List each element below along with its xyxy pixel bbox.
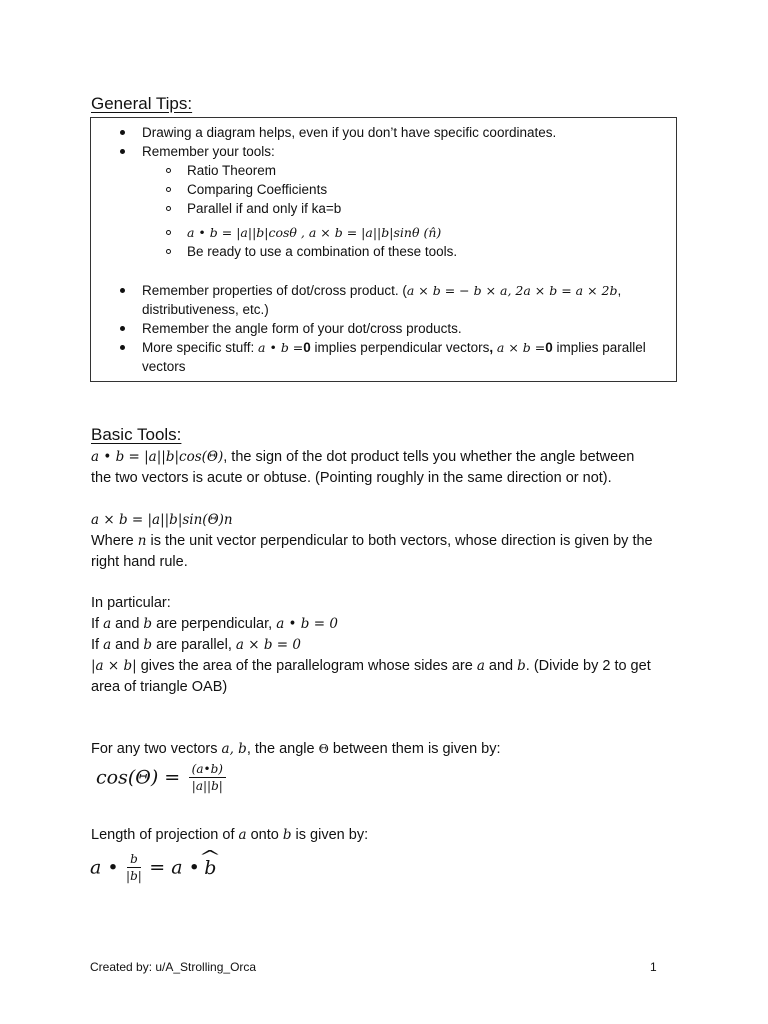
area-rule — [91, 656, 651, 677]
tip-specific-zero: 0 — [303, 340, 311, 355]
tool-combination: Be ready to use a combination of these tools. — [187, 244, 458, 259]
perp-formula: a • b = 0 — [276, 616, 338, 632]
tip-properties — [142, 281, 621, 300]
angle-text3: between them is given by: — [328, 741, 501, 757]
sub-bullet-circle — [166, 230, 171, 235]
par-desc: are parallel, — [152, 637, 236, 653]
sub-bullet-circle — [166, 249, 171, 254]
var-b: b — [282, 827, 292, 843]
dot-product-formula: a • b = |a||b|cos(Θ) — [91, 449, 224, 465]
var-a: a — [476, 658, 485, 674]
proj-text2: is given by: — [291, 827, 369, 843]
general-tips-heading: General Tips: — [91, 94, 193, 113]
basic-tools-heading: Basic Tools: — [91, 425, 182, 444]
par-and: and — [111, 637, 144, 653]
area-formula: |a × b| — [91, 658, 137, 674]
cos-lhs: cos(Θ) = — [96, 766, 181, 789]
unit-vector-n: n — [137, 533, 147, 549]
sub-bullet-circle — [166, 187, 171, 192]
proj-text: Length of projection of — [91, 827, 239, 843]
tip-diagram: Drawing a diagram helps, even if you don’t have specific coordinates. — [142, 125, 557, 140]
page-number: 1 — [650, 960, 657, 974]
tip-specific-parallel: implies parallel — [552, 340, 646, 355]
cross-product-where-line2: right hand rule. — [91, 554, 188, 570]
proj-numerator: b — [127, 851, 141, 868]
proj-fraction — [123, 851, 145, 884]
sub-bullet-circle — [166, 168, 171, 173]
where-text: Where — [91, 533, 138, 549]
perp-and: and — [111, 616, 144, 632]
cross-product-where — [91, 531, 653, 552]
par-text: If — [91, 637, 104, 653]
proj-onto: onto — [246, 827, 283, 843]
angle-vars: a, b — [221, 741, 247, 757]
projection-intro — [91, 825, 368, 846]
where-desc: is the unit vector perpendicular to both vectors, whose direction is given by the — [146, 533, 653, 549]
footer-credit: Created by: u/A_Strolling_Orca — [90, 960, 257, 974]
var-a: a — [103, 616, 112, 632]
par-formula: a × b = 0 — [235, 637, 301, 653]
proj-lhs: a • — [90, 856, 119, 879]
bullet-dot — [120, 130, 125, 135]
dot-product-text: , the sign of the dot product tells you whether the angle between — [223, 449, 635, 465]
area-text: gives the area of the parallelogram whose sides are — [136, 658, 477, 674]
in-particular: In particular: — [91, 595, 171, 611]
area-rule-line2: area of triangle OAB) — [91, 679, 228, 695]
tip-tools: Remember your tools: — [142, 144, 275, 159]
tool-comparing-coefficients: Comparing Coefficients — [187, 182, 328, 197]
b-hat: ^ b — [204, 857, 216, 879]
tip-specific — [142, 338, 646, 357]
cos-formula — [96, 761, 226, 794]
proj-rhs: = a • — [149, 856, 200, 879]
perp-text: If — [91, 616, 104, 632]
var-a: a — [103, 637, 112, 653]
proj-denominator: |b| — [126, 869, 142, 883]
angle-text: For any two vectors — [91, 741, 222, 757]
tool-dot-cross-formula: a • b = |a||b|cosθ , a × b = |a||b|sinθ (n̂) — [187, 225, 442, 240]
perp-desc: are perpendicular, — [152, 616, 277, 632]
var-a: a — [238, 827, 247, 843]
tip-properties-comma: , — [617, 283, 622, 298]
var-b: b — [517, 658, 526, 674]
cos-denominator: |a||b| — [191, 779, 223, 793]
angle-text2: , the angle — [246, 741, 319, 757]
tip-properties-formula: a × b = − b × a, 2a × b = a × 2b — [406, 283, 618, 298]
tip-specific-zero: 0 — [545, 340, 553, 355]
tip-specific-cross: a × b = — [496, 340, 546, 355]
area-and: and — [484, 658, 518, 674]
dot-product-line — [91, 447, 634, 468]
parallel-rule — [91, 635, 301, 656]
tip-specific-dot: a • b = — [258, 340, 304, 355]
angle-intro — [91, 738, 501, 760]
tip-angle-form: Remember the angle form of your dot/cross products. — [142, 321, 462, 336]
tip-specific-perp: implies perpendicular vectors — [310, 340, 490, 355]
tool-ratio-theorem: Ratio Theorem — [187, 163, 277, 178]
bullet-dot — [120, 326, 125, 331]
tip-properties-line2: distributiveness, etc.) — [142, 302, 269, 317]
theta-symbol: Θ — [318, 741, 329, 756]
tip-specific-text: More specific stuff: — [142, 340, 259, 355]
var-b: b — [143, 637, 153, 653]
tip-specific-line2: vectors — [142, 359, 186, 374]
projection-formula — [90, 851, 216, 884]
cross-product-formula: a × b = |a||b|sin(Θ)n — [91, 512, 233, 528]
bullet-dot — [120, 149, 125, 154]
tip-properties-text: Remember properties of dot/cross product. ( — [142, 283, 407, 298]
area-desc: . (Divide by 2 to get — [525, 658, 651, 674]
cos-numerator: (a•b) — [189, 761, 226, 778]
tool-parallel: Parallel if and only if ka=b — [187, 201, 342, 216]
cos-fraction — [189, 761, 226, 794]
var-b: b — [143, 616, 153, 632]
sub-bullet-circle — [166, 206, 171, 211]
bullet-dot — [120, 288, 125, 293]
tip-specific-comma: , — [489, 340, 497, 355]
perpendicular-rule — [91, 614, 338, 635]
dot-product-line2: the two vectors is acute or obtuse. (Pointing roughly in the same direction or not). — [91, 470, 612, 486]
bullet-dot — [120, 345, 125, 350]
